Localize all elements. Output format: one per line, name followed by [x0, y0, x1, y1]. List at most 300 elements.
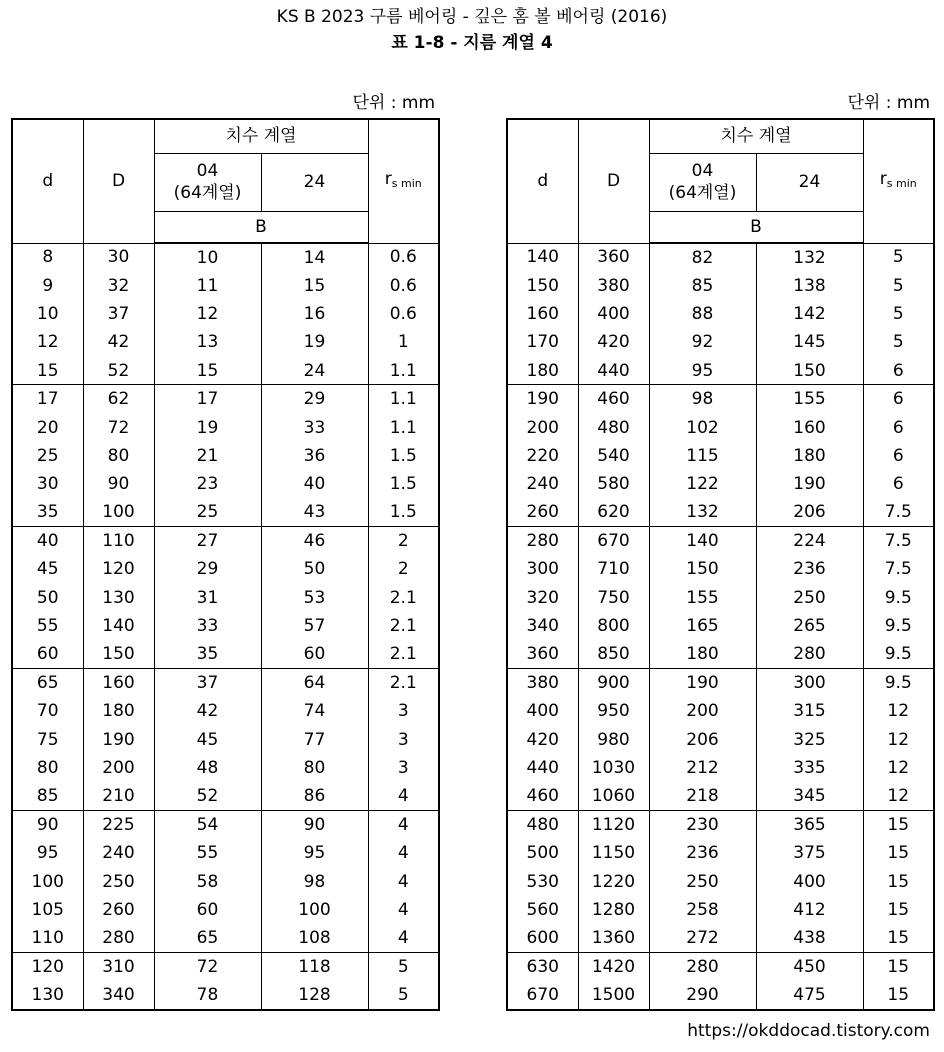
cell-d: 500 — [507, 839, 578, 867]
cell-D: 750 — [578, 584, 649, 612]
cell-d: 400 — [507, 697, 578, 725]
cell-rs-min: 4 — [368, 896, 439, 924]
cell-B-04: 72 — [154, 953, 261, 981]
cell-B-04: 29 — [154, 555, 261, 583]
cell-d: 20 — [12, 413, 83, 441]
table-row — [507, 726, 934, 754]
cell-B-24: 40 — [261, 470, 368, 498]
table-row — [507, 470, 934, 498]
r-symbol: r — [384, 168, 392, 189]
cell-B-04: 19 — [154, 413, 261, 441]
cell-B-24: 236 — [756, 555, 863, 583]
cell-B-04: 140 — [649, 527, 756, 555]
cell-D: 460 — [578, 385, 649, 413]
cell-B-24: 150 — [756, 357, 863, 385]
cell-B-24: 335 — [756, 754, 863, 782]
cell-B-24: 16 — [261, 300, 368, 328]
cell-d: 17 — [12, 385, 83, 413]
cell-d: 220 — [507, 442, 578, 470]
header-04-label: 04 — [196, 161, 219, 181]
cell-B-04: 65 — [154, 924, 261, 952]
cell-B-04: 122 — [649, 470, 756, 498]
cell-B-24: 118 — [261, 953, 368, 981]
cell-B-04: 21 — [154, 442, 261, 470]
cell-rs-min: 3 — [368, 697, 439, 725]
cell-rs-min: 5 — [863, 243, 934, 271]
cell-B-24: 64 — [261, 669, 368, 697]
cell-B-24: 142 — [756, 300, 863, 328]
table-row — [12, 300, 439, 328]
cell-rs-min: 4 — [368, 924, 439, 952]
cell-rs-min: 12 — [863, 754, 934, 782]
header-rs-min — [863, 119, 934, 243]
cell-B-24: 450 — [756, 953, 863, 981]
cell-B-04: 200 — [649, 697, 756, 725]
cell-d: 280 — [507, 527, 578, 555]
cell-B-24: 325 — [756, 726, 863, 754]
table-row — [12, 357, 439, 385]
table-row — [12, 811, 439, 839]
cell-B-04: 33 — [154, 612, 261, 640]
bearing-table-right — [506, 118, 935, 1011]
table-row — [507, 811, 934, 839]
cell-d: 110 — [12, 924, 83, 952]
cell-d: 140 — [507, 243, 578, 271]
table-row — [12, 896, 439, 924]
cell-D: 850 — [578, 640, 649, 668]
table-row — [12, 669, 439, 697]
cell-B-04: 132 — [649, 499, 756, 527]
cell-rs-min: 5 — [863, 328, 934, 356]
cell-d: 10 — [12, 300, 83, 328]
cell-B-04: 115 — [649, 442, 756, 470]
cell-rs-min: 15 — [863, 811, 934, 839]
table-row — [12, 953, 439, 981]
cell-d: 8 — [12, 243, 83, 271]
cell-rs-min: 2.1 — [368, 584, 439, 612]
table-caption: 표 1-8 - 지름 계열 4 — [391, 33, 553, 53]
cell-B-04: 98 — [649, 385, 756, 413]
cell-D: 710 — [578, 555, 649, 583]
cell-D: 90 — [83, 470, 154, 498]
table-row — [12, 981, 439, 1009]
header-d: d — [12, 119, 83, 243]
cell-d: 30 — [12, 470, 83, 498]
cell-D: 250 — [83, 868, 154, 896]
cell-B-04: 236 — [649, 839, 756, 867]
header-D: D — [578, 119, 649, 243]
cell-B-04: 206 — [649, 726, 756, 754]
cell-d: 340 — [507, 612, 578, 640]
cell-rs-min: 7.5 — [863, 555, 934, 583]
cell-d: 170 — [507, 328, 578, 356]
table-row — [507, 499, 934, 527]
table-row — [12, 499, 439, 527]
table-body-right — [507, 243, 934, 1010]
cell-rs-min: 2.1 — [368, 669, 439, 697]
cell-B-24: 190 — [756, 470, 863, 498]
cell-d: 70 — [12, 697, 83, 725]
cell-B-04: 290 — [649, 981, 756, 1009]
cell-rs-min: 0.6 — [368, 300, 439, 328]
cell-B-24: 60 — [261, 640, 368, 668]
cell-rs-min: 9.5 — [863, 584, 934, 612]
table-row — [507, 357, 934, 385]
cell-rs-min: 6 — [863, 357, 934, 385]
cell-B-24: 400 — [756, 868, 863, 896]
cell-d: 25 — [12, 442, 83, 470]
cell-B-04: 190 — [649, 669, 756, 697]
header-24: 24 — [261, 153, 368, 211]
document-title: KS B 2023 구름 베어링 - 깊은 홈 볼 베어링 (2016) — [276, 7, 668, 27]
cell-D: 140 — [83, 612, 154, 640]
cell-d: 180 — [507, 357, 578, 385]
cell-rs-min: 5 — [368, 953, 439, 981]
cell-rs-min: 15 — [863, 924, 934, 952]
cell-D: 1220 — [578, 868, 649, 896]
cell-rs-min: 1.1 — [368, 357, 439, 385]
cell-B-24: 345 — [756, 782, 863, 810]
table-row — [507, 868, 934, 896]
cell-D: 62 — [83, 385, 154, 413]
cell-D: 1150 — [578, 839, 649, 867]
cell-B-24: 74 — [261, 697, 368, 725]
cell-rs-min: 7.5 — [863, 499, 934, 527]
cell-B-04: 230 — [649, 811, 756, 839]
table-row — [507, 385, 934, 413]
cell-D: 360 — [578, 243, 649, 271]
cell-D: 280 — [83, 924, 154, 952]
cell-D: 380 — [578, 271, 649, 299]
cell-D: 420 — [578, 328, 649, 356]
cell-D: 800 — [578, 612, 649, 640]
cell-B-04: 58 — [154, 868, 261, 896]
cell-d: 260 — [507, 499, 578, 527]
cell-D: 1060 — [578, 782, 649, 810]
cell-d: 670 — [507, 981, 578, 1009]
cell-B-04: 95 — [649, 357, 756, 385]
cell-B-24: 24 — [261, 357, 368, 385]
cell-D: 1420 — [578, 953, 649, 981]
cell-B-04: 280 — [649, 953, 756, 981]
cell-D: 42 — [83, 328, 154, 356]
table-row — [507, 981, 934, 1009]
cell-d: 12 — [12, 328, 83, 356]
cell-D: 950 — [578, 697, 649, 725]
table-row — [12, 442, 439, 470]
cell-rs-min: 3 — [368, 726, 439, 754]
cell-B-24: 365 — [756, 811, 863, 839]
r-subscript: s min — [886, 176, 917, 190]
cell-D: 980 — [578, 726, 649, 754]
table-row — [507, 782, 934, 810]
table-row — [507, 555, 934, 583]
cell-rs-min: 1.5 — [368, 470, 439, 498]
cell-B-04: 11 — [154, 271, 261, 299]
cell-D: 130 — [83, 584, 154, 612]
table-row — [507, 612, 934, 640]
cell-d: 380 — [507, 669, 578, 697]
table-row — [507, 300, 934, 328]
header-d: d — [507, 119, 578, 243]
cell-D: 440 — [578, 357, 649, 385]
cell-B-04: 17 — [154, 385, 261, 413]
cell-B-04: 37 — [154, 669, 261, 697]
header-04 — [154, 153, 261, 211]
cell-B-04: 42 — [154, 697, 261, 725]
cell-rs-min: 15 — [863, 868, 934, 896]
cell-B-04: 82 — [649, 243, 756, 271]
cell-B-04: 165 — [649, 612, 756, 640]
cell-rs-min: 3 — [368, 754, 439, 782]
cell-d: 75 — [12, 726, 83, 754]
cell-d: 100 — [12, 868, 83, 896]
cell-rs-min: 4 — [368, 811, 439, 839]
cell-B-04: 272 — [649, 924, 756, 952]
cell-D: 32 — [83, 271, 154, 299]
cell-D: 37 — [83, 300, 154, 328]
cell-D: 1120 — [578, 811, 649, 839]
cell-B-24: 43 — [261, 499, 368, 527]
cell-B-04: 27 — [154, 527, 261, 555]
cell-D: 190 — [83, 726, 154, 754]
cell-B-24: 46 — [261, 527, 368, 555]
cell-d: 80 — [12, 754, 83, 782]
cell-rs-min: 6 — [863, 413, 934, 441]
cell-B-24: 145 — [756, 328, 863, 356]
table-row — [12, 413, 439, 441]
table-row — [12, 470, 439, 498]
cell-d: 150 — [507, 271, 578, 299]
source-url: https://okddocad.tistory.com — [687, 1021, 930, 1041]
cell-D: 310 — [83, 953, 154, 981]
r-symbol: r — [879, 168, 887, 189]
cell-rs-min: 6 — [863, 385, 934, 413]
cell-B-04: 60 — [154, 896, 261, 924]
cell-d: 9 — [12, 271, 83, 299]
cell-B-04: 92 — [649, 328, 756, 356]
header-B: B — [649, 211, 863, 243]
table-row — [507, 953, 934, 981]
table-row — [507, 328, 934, 356]
header-04-sub: (64계열) — [668, 183, 737, 203]
table-row — [507, 584, 934, 612]
cell-B-04: 35 — [154, 640, 261, 668]
table-row — [12, 726, 439, 754]
cell-d: 480 — [507, 811, 578, 839]
cell-rs-min: 2 — [368, 555, 439, 583]
cell-rs-min: 5 — [368, 981, 439, 1009]
cell-rs-min: 12 — [863, 782, 934, 810]
cell-B-04: 13 — [154, 328, 261, 356]
cell-D: 1500 — [578, 981, 649, 1009]
cell-B-24: 315 — [756, 697, 863, 725]
cell-B-04: 155 — [649, 584, 756, 612]
cell-rs-min: 15 — [863, 896, 934, 924]
cell-B-24: 475 — [756, 981, 863, 1009]
cell-B-24: 412 — [756, 896, 863, 924]
cell-d: 530 — [507, 868, 578, 896]
table-row — [12, 754, 439, 782]
cell-D: 110 — [83, 527, 154, 555]
cell-rs-min: 1 — [368, 328, 439, 356]
table-row — [12, 584, 439, 612]
cell-B-24: 132 — [756, 243, 863, 271]
cell-B-04: 250 — [649, 868, 756, 896]
cell-d: 85 — [12, 782, 83, 810]
cell-D: 120 — [83, 555, 154, 583]
cell-D: 540 — [578, 442, 649, 470]
table-row — [12, 328, 439, 356]
cell-d: 560 — [507, 896, 578, 924]
header-24: 24 — [756, 153, 863, 211]
cell-B-04: 85 — [649, 271, 756, 299]
cell-D: 200 — [83, 754, 154, 782]
cell-rs-min: 15 — [863, 839, 934, 867]
cell-B-24: 100 — [261, 896, 368, 924]
cell-D: 400 — [578, 300, 649, 328]
cell-d: 440 — [507, 754, 578, 782]
header-dimension-series: 치수 계열 — [154, 119, 368, 153]
cell-d: 55 — [12, 612, 83, 640]
cell-B-04: 258 — [649, 896, 756, 924]
cell-rs-min: 15 — [863, 981, 934, 1009]
cell-rs-min: 1.5 — [368, 442, 439, 470]
cell-B-24: 36 — [261, 442, 368, 470]
unit-label-right: 단위 : mm — [847, 93, 930, 113]
table-row — [507, 839, 934, 867]
cell-d: 40 — [12, 527, 83, 555]
cell-B-24: 265 — [756, 612, 863, 640]
cell-B-24: 77 — [261, 726, 368, 754]
cell-rs-min: 6 — [863, 442, 934, 470]
cell-D: 260 — [83, 896, 154, 924]
cell-D: 80 — [83, 442, 154, 470]
cell-B-24: 90 — [261, 811, 368, 839]
table-row — [12, 385, 439, 413]
cell-B-04: 78 — [154, 981, 261, 1009]
cell-d: 130 — [12, 981, 83, 1009]
cell-B-24: 250 — [756, 584, 863, 612]
table-row — [507, 243, 934, 271]
table-row — [507, 442, 934, 470]
cell-B-04: 212 — [649, 754, 756, 782]
cell-rs-min: 1.1 — [368, 413, 439, 441]
header-rs-min — [368, 119, 439, 243]
cell-B-24: 375 — [756, 839, 863, 867]
cell-D: 52 — [83, 357, 154, 385]
cell-B-24: 19 — [261, 328, 368, 356]
cell-d: 45 — [12, 555, 83, 583]
cell-B-24: 108 — [261, 924, 368, 952]
cell-rs-min: 9.5 — [863, 669, 934, 697]
cell-B-04: 23 — [154, 470, 261, 498]
cell-B-24: 33 — [261, 413, 368, 441]
cell-B-24: 128 — [261, 981, 368, 1009]
table-row — [507, 924, 934, 952]
cell-B-24: 224 — [756, 527, 863, 555]
header-04-sub: (64계열) — [173, 183, 242, 203]
cell-rs-min: 5 — [863, 271, 934, 299]
cell-B-04: 12 — [154, 300, 261, 328]
cell-B-24: 138 — [756, 271, 863, 299]
table-row — [12, 924, 439, 952]
table-row — [12, 243, 439, 271]
cell-d: 190 — [507, 385, 578, 413]
cell-rs-min: 2 — [368, 527, 439, 555]
cell-rs-min: 4 — [368, 839, 439, 867]
cell-d: 160 — [507, 300, 578, 328]
cell-rs-min: 0.6 — [368, 271, 439, 299]
cell-D: 670 — [578, 527, 649, 555]
unit-label-left: 단위 : mm — [352, 93, 435, 113]
cell-D: 100 — [83, 499, 154, 527]
cell-D: 225 — [83, 811, 154, 839]
cell-B-24: 53 — [261, 584, 368, 612]
header-dimension-series: 치수 계열 — [649, 119, 863, 153]
cell-rs-min: 12 — [863, 726, 934, 754]
cell-rs-min: 15 — [863, 953, 934, 981]
cell-B-04: 15 — [154, 357, 261, 385]
cell-B-24: 15 — [261, 271, 368, 299]
cell-d: 360 — [507, 640, 578, 668]
table-row — [12, 782, 439, 810]
cell-B-04: 10 — [154, 243, 261, 271]
cell-B-04: 48 — [154, 754, 261, 782]
cell-B-04: 25 — [154, 499, 261, 527]
cell-D: 340 — [83, 981, 154, 1009]
cell-B-24: 86 — [261, 782, 368, 810]
cell-d: 600 — [507, 924, 578, 952]
cell-rs-min: 12 — [863, 697, 934, 725]
cell-B-24: 57 — [261, 612, 368, 640]
cell-rs-min: 2.1 — [368, 612, 439, 640]
cell-rs-min: 9.5 — [863, 612, 934, 640]
cell-B-24: 155 — [756, 385, 863, 413]
table-row — [12, 612, 439, 640]
header-04 — [649, 153, 756, 211]
cell-d: 15 — [12, 357, 83, 385]
cell-d: 240 — [507, 470, 578, 498]
table-row — [12, 271, 439, 299]
table-row — [507, 271, 934, 299]
table-row — [12, 555, 439, 583]
cell-rs-min: 2.1 — [368, 640, 439, 668]
cell-D: 150 — [83, 640, 154, 668]
cell-B-24: 14 — [261, 243, 368, 271]
cell-d: 65 — [12, 669, 83, 697]
table-row — [12, 527, 439, 555]
cell-d: 35 — [12, 499, 83, 527]
cell-d: 420 — [507, 726, 578, 754]
cell-B-04: 102 — [649, 413, 756, 441]
table-row — [507, 640, 934, 668]
cell-B-24: 438 — [756, 924, 863, 952]
cell-B-24: 206 — [756, 499, 863, 527]
table-row — [507, 669, 934, 697]
cell-D: 30 — [83, 243, 154, 271]
cell-B-04: 88 — [649, 300, 756, 328]
cell-d: 200 — [507, 413, 578, 441]
cell-B-24: 29 — [261, 385, 368, 413]
table-row — [12, 868, 439, 896]
cell-rs-min: 6 — [863, 470, 934, 498]
cell-D: 210 — [83, 782, 154, 810]
cell-D: 620 — [578, 499, 649, 527]
cell-B-04: 31 — [154, 584, 261, 612]
cell-B-24: 98 — [261, 868, 368, 896]
cell-rs-min: 1.1 — [368, 385, 439, 413]
